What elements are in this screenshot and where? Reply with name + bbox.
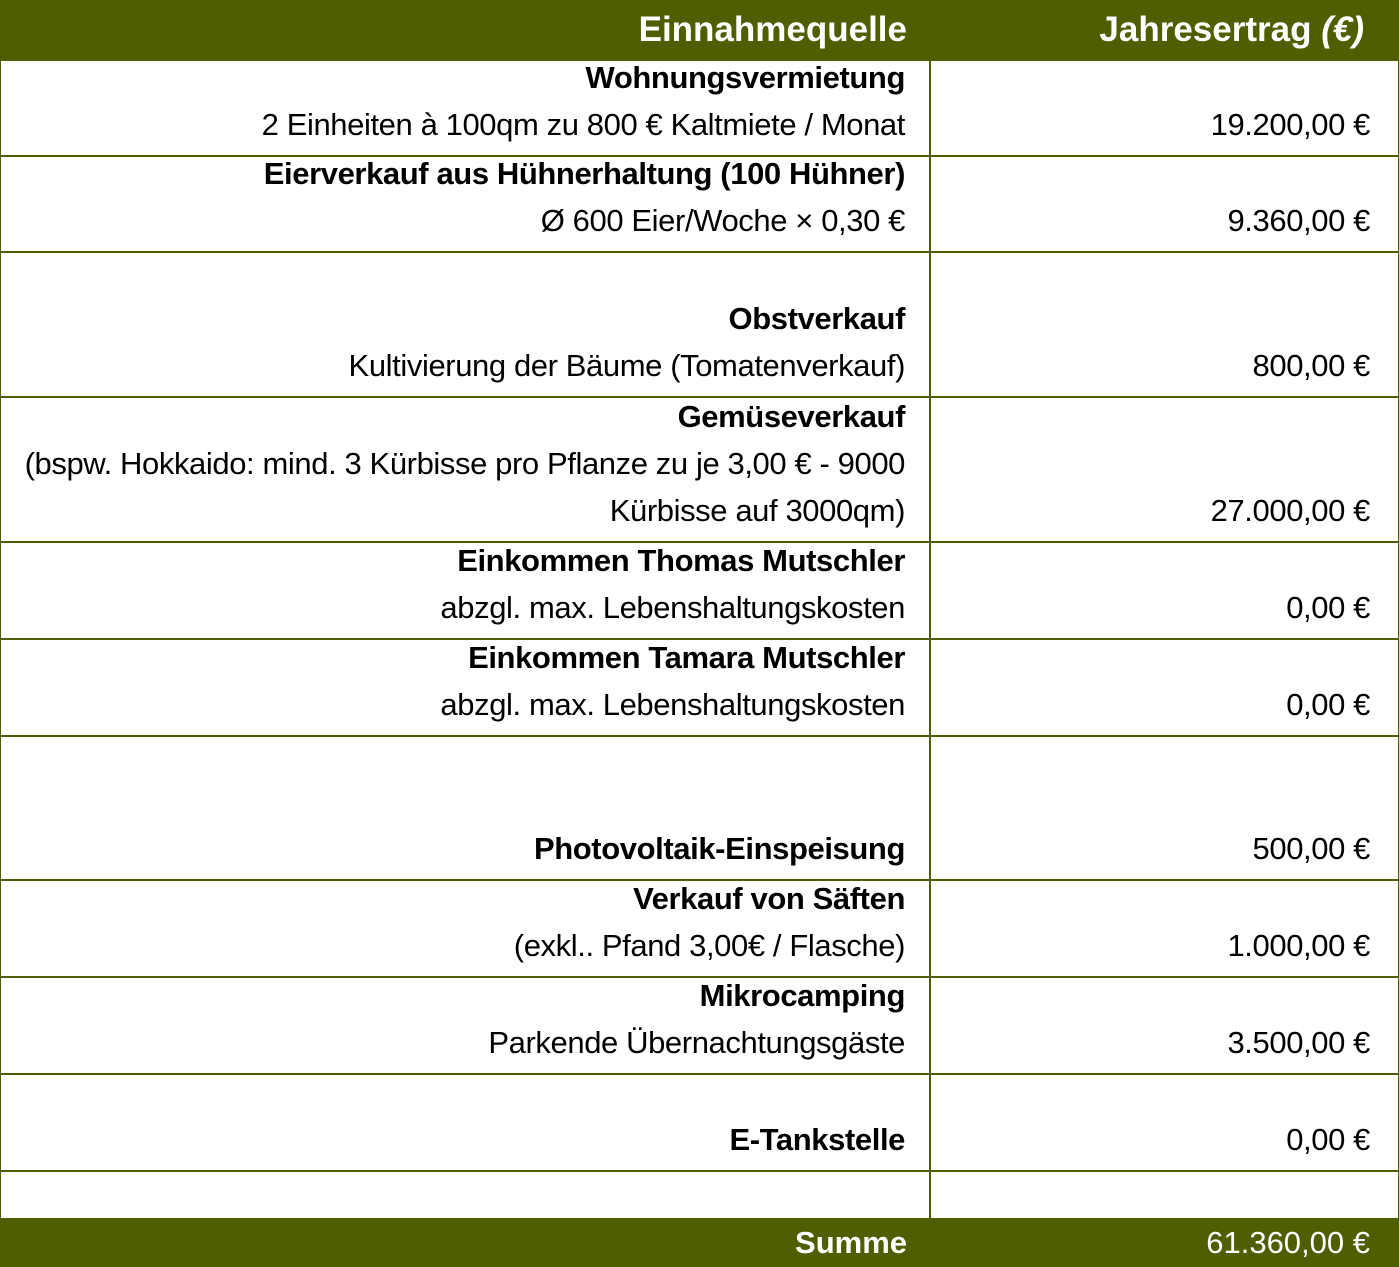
header-yield-cell [931, 1, 1398, 59]
row-amount: 0,00 € [1286, 590, 1370, 625]
table-row [1, 976, 1398, 1073]
row-title: Wohnungsvermietung [585, 60, 905, 95]
row-title: Photovoltaik-Einspeisung [533, 831, 905, 866]
empty-source-cell [1, 1172, 931, 1218]
row-amount: 0,00 € [1286, 687, 1370, 722]
table-row [1, 879, 1398, 976]
amount-cell [931, 1075, 1398, 1170]
header-source-cell [1, 1, 931, 59]
sum-label: Summe [795, 1224, 907, 1260]
source-cell [1, 61, 931, 155]
header-yield [1099, 10, 1364, 50]
table-row [1, 735, 1398, 879]
row-title: Einkommen Thomas Mutschler [457, 543, 905, 578]
sum-total: 61.360,00 € [1206, 1224, 1370, 1260]
row-amount: 0,00 € [1286, 1122, 1370, 1157]
source-cell [1, 1075, 931, 1170]
row-amount: 800,00 € [1252, 348, 1370, 383]
row-title: Einkommen Tamara Mutschler [468, 640, 905, 675]
row-amount: 1.000,00 € [1227, 928, 1370, 963]
row-detail: Ø 600 Eier/Woche × 0,30 € [540, 203, 905, 238]
row-detail: Parkende Übernachtungsgäste [488, 1025, 905, 1060]
table-row [1, 1073, 1398, 1170]
source-cell [1, 978, 931, 1073]
source-cell [1, 398, 931, 541]
row-title: E-Tankstelle [729, 1122, 905, 1157]
row-detail: abzgl. max. Lebenshaltungskosten [440, 687, 905, 722]
row-detail-line2: Kürbisse auf 3000qm) [609, 493, 905, 528]
source-cell [1, 157, 931, 251]
source-cell [1, 737, 931, 879]
row-amount: 9.360,00 € [1227, 203, 1370, 238]
amount-cell [931, 881, 1398, 976]
row-amount: 3.500,00 € [1227, 1025, 1370, 1060]
table-row [1, 251, 1398, 396]
row-title: Mikrocamping [699, 978, 905, 1013]
row-title: Verkauf von Säften [633, 881, 905, 916]
row-title: Eierverkauf aus Hühnerhaltung (100 Hühner) [263, 156, 905, 191]
amount-cell [931, 978, 1398, 1073]
table-row [1, 396, 1398, 541]
table-row [1, 541, 1398, 638]
source-cell [1, 253, 931, 396]
table-header [1, 1, 1398, 59]
row-detail: abzgl. max. Lebenshaltungskosten [440, 590, 905, 625]
row-amount: 500,00 € [1252, 831, 1370, 866]
row-detail: 2 Einheiten à 100qm zu 800 € Kaltmiete / Monat [261, 107, 905, 142]
amount-cell [931, 737, 1398, 879]
table-footer [1, 1218, 1398, 1267]
footer-label-cell [1, 1218, 931, 1267]
amount-cell [931, 640, 1398, 735]
row-amount: 27.000,00 € [1210, 493, 1370, 528]
table-row [1, 155, 1398, 251]
amount-cell [931, 253, 1398, 396]
row-title: Gemüseverkauf [677, 399, 905, 434]
header-source-label: Einnahmequelle [638, 10, 907, 49]
source-cell [1, 881, 931, 976]
amount-cell [931, 61, 1398, 155]
source-cell [1, 543, 931, 638]
source-cell [1, 640, 931, 735]
row-detail: Kultivierung der Bäume (Tomatenverkauf) [348, 348, 905, 383]
row-amount: 19.200,00 € [1210, 107, 1370, 142]
header-yield-label: Jahresertrag [1099, 10, 1312, 49]
header-yield-unit: (€) [1321, 10, 1364, 49]
empty-row [1, 1170, 1398, 1218]
amount-cell [931, 543, 1398, 638]
row-detail: (exkl.. Pfand 3,00€ / Flasche) [513, 928, 905, 963]
row-detail-line1: (bspw. Hokkaido: mind. 3 Kürbisse pro Pflanze zu je 3,00 € - 9000 [24, 446, 905, 481]
table-row [1, 638, 1398, 735]
amount-cell [931, 157, 1398, 251]
table-row [1, 59, 1398, 155]
footer-total-cell [931, 1218, 1398, 1267]
amount-cell [931, 398, 1398, 541]
empty-amount-cell [931, 1172, 1398, 1218]
row-title: Obstverkauf [728, 301, 905, 336]
